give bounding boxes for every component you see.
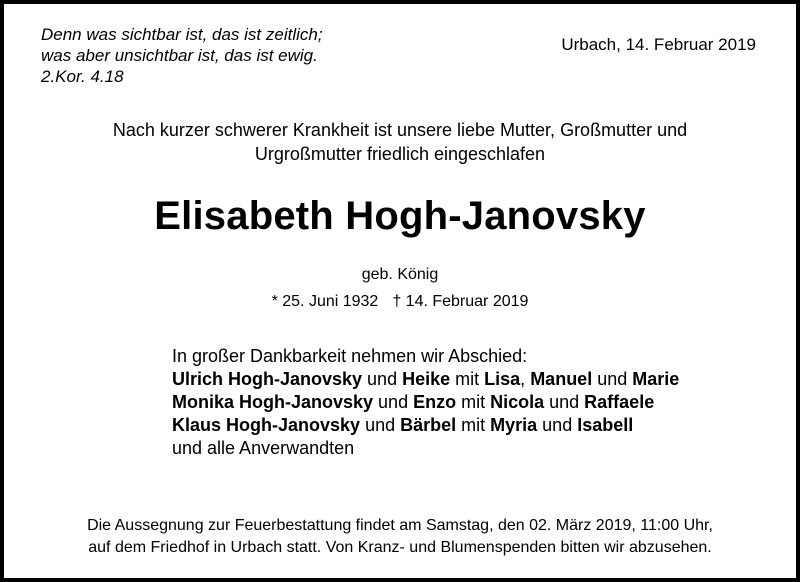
deceased-name: Elisabeth Hogh-Janovsky [154,194,646,238]
mourner-name: Enzo [413,392,457,412]
mourner-name: Isabell [577,415,634,435]
mourner-name: Ulrich Hogh-Janovsky [172,369,363,389]
connector-text: und [592,369,633,389]
mourner-name: Nicola [490,392,545,412]
family-lines [172,368,679,437]
mourner-name: Monika Hogh-Janovsky [172,392,374,412]
mourner-name: Myria [490,415,538,435]
mourners-closing: und alle Anverwandten [172,438,355,458]
mourner-name: Klaus Hogh-Janovsky [172,415,361,435]
mourner-name: Bärbel [400,415,457,435]
mourner-name: Manuel [530,369,593,389]
mourner-name: Heike [402,369,451,389]
verse-reference: 2.Kor. 4.18 [41,67,124,86]
intro-text [4,118,796,166]
intro-line: Urgroßmutter friedlich eingeschlafen [254,144,546,164]
verse-line: was aber unsichtbar ist, das ist ewig. [41,46,318,65]
funeral-notice [4,515,796,559]
connector-text: und [360,415,401,435]
death-date: † 14. Februar 2019 [392,293,529,310]
connector-text: mit [456,415,491,435]
place-date: Urbach, 14. Februar 2019 [561,35,756,54]
family-line [172,368,679,391]
mourner-name: Lisa [484,369,521,389]
bible-verse [41,24,323,87]
connector-text: mit [450,369,485,389]
notice-line: auf dem Friedhof in Urbach statt. Von Kranz- und Blumenspenden bitten wir abzusehen. [88,539,712,556]
family-line [172,414,679,437]
mourners-list [172,345,679,460]
connector-text: und [537,415,578,435]
family-line [172,391,679,414]
verse-line: Denn was sichtbar ist, das ist zeitlich; [41,25,323,44]
mourner-name: Marie [632,369,680,389]
connector-text: und [544,392,585,412]
mourner-name: Raffaele [584,392,655,412]
maiden-name: geb. König [361,266,439,283]
connector-text: und [362,369,403,389]
connector-text: , [520,369,531,389]
intro-line: Nach kurzer schwerer Krankheit ist unsere liebe Mutter, Großmutter und [112,120,688,140]
connector-text: mit [456,392,491,412]
mourners-intro: In großer Dankbarkeit nehmen wir Abschied: [172,346,528,366]
life-dates [4,292,796,312]
connector-text: und [373,392,414,412]
notice-line: Die Aussegnung zur Feuerbestattung findet am Samstag, den 02. März 2019, 11:00 Uhr, [87,517,713,534]
birth-date: * 25. Juni 1932 [271,293,379,310]
